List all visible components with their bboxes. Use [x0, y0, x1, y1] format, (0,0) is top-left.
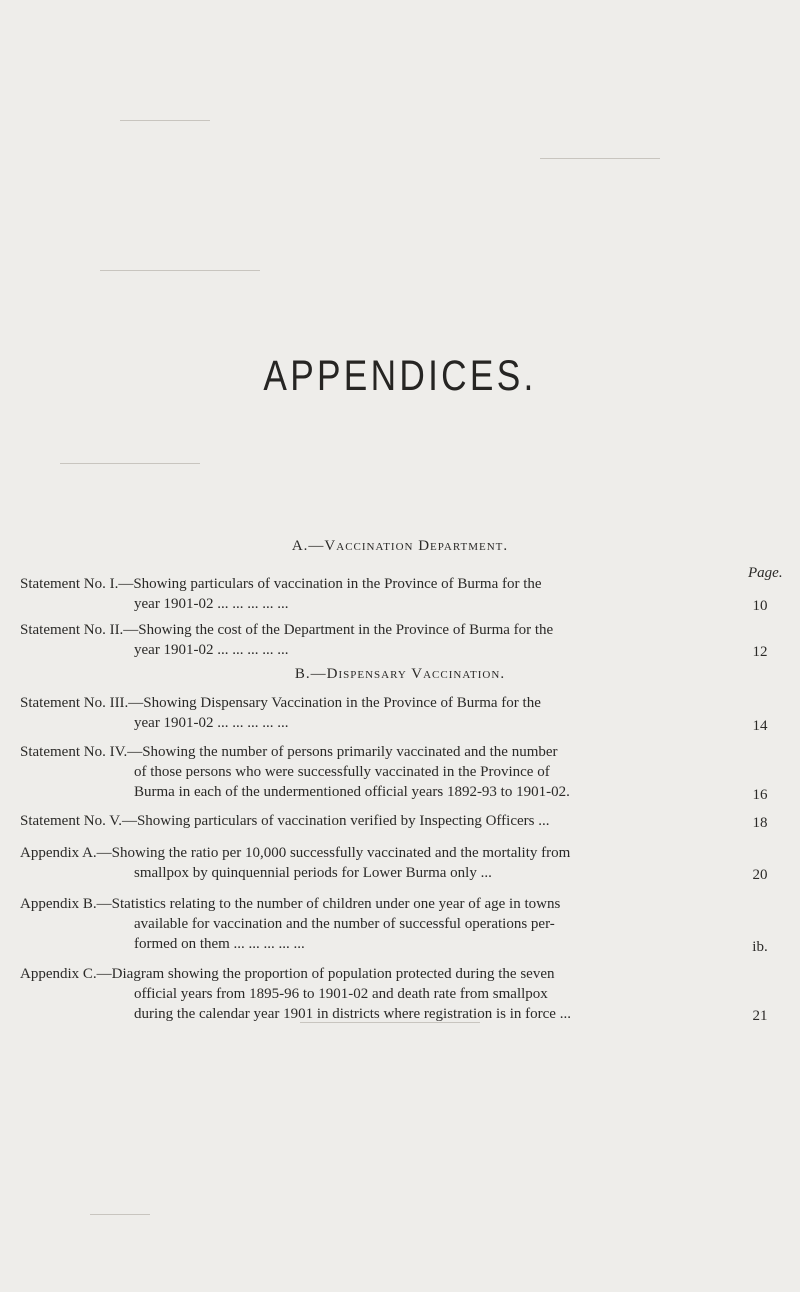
- page-number: 14: [752, 718, 768, 734]
- entry-text: Appendix A.—Showing the ratio per 10,000 successfully vaccinated and the mortality from: [20, 845, 571, 861]
- entry-text: Burma in each of the undermentioned official years 1892-93 to 1901-02.: [134, 784, 570, 800]
- entry-text: Statement No. III.—Showing Dispensary Vaccination in the Province of Burma for the: [20, 695, 541, 711]
- scan-mark: [100, 270, 260, 271]
- page-number: 10: [752, 598, 768, 614]
- entry-text: Statement No. IV.—Showing the number of persons primarily vaccinated and the number: [20, 744, 558, 760]
- entry-text: Statement No. V.—Showing particulars of vaccination verified by Inspecting Officers ...: [20, 813, 550, 829]
- entry-text: year 1901-02 ... ... ... ... ...: [134, 715, 289, 731]
- page-number: 12: [752, 644, 768, 660]
- entry-text: during the calendar year 1901 in districts where registration is in force ...: [134, 1006, 571, 1022]
- entry-text: Statement No. I.—Showing particulars of vaccination in the Province of Burma for the: [20, 576, 542, 592]
- page-column-header: Page.: [748, 565, 783, 581]
- entry-text: available for vaccination and the number of successful operations per-: [134, 916, 555, 932]
- entry-text: Appendix C.—Diagram showing the proportion of population protected during the seven: [20, 966, 555, 982]
- page-title: APPENDICES.: [263, 352, 537, 400]
- entry-text: Statement No. II.—Showing the cost of the Department in the Province of Burma for the: [20, 622, 554, 638]
- page-number: 21: [752, 1008, 768, 1024]
- page-number: 18: [752, 815, 768, 831]
- section-heading-vaccination-department: A.—Vaccination Department.: [291, 538, 509, 554]
- section-heading-dispensary-vaccination: B.—Dispensary Vaccination.: [294, 666, 506, 682]
- page-number: 20: [752, 867, 768, 883]
- entry-text: official years from 1895-96 to 1901-02 and death rate from smallpox: [134, 986, 548, 1002]
- entry-text: formed on them ... ... ... ... ...: [134, 936, 305, 952]
- page-number: 16: [752, 787, 768, 803]
- entry-text: year 1901-02 ... ... ... ... ...: [134, 642, 289, 658]
- scan-mark: [60, 463, 200, 464]
- entry-text: Appendix B.—Statistics relating to the number of children under one year of age in towns: [20, 896, 561, 912]
- scan-mark: [540, 158, 660, 159]
- entry-text: smallpox by quinquennial periods for Lower Burma only ...: [134, 865, 492, 881]
- scan-mark: [120, 120, 210, 121]
- page-number: ib.: [752, 939, 768, 955]
- scan-mark: [90, 1214, 150, 1215]
- entry-text: year 1901-02 ... ... ... ... ...: [134, 596, 289, 612]
- entry-text: of those persons who were successfully vaccinated in the Province of: [134, 764, 550, 780]
